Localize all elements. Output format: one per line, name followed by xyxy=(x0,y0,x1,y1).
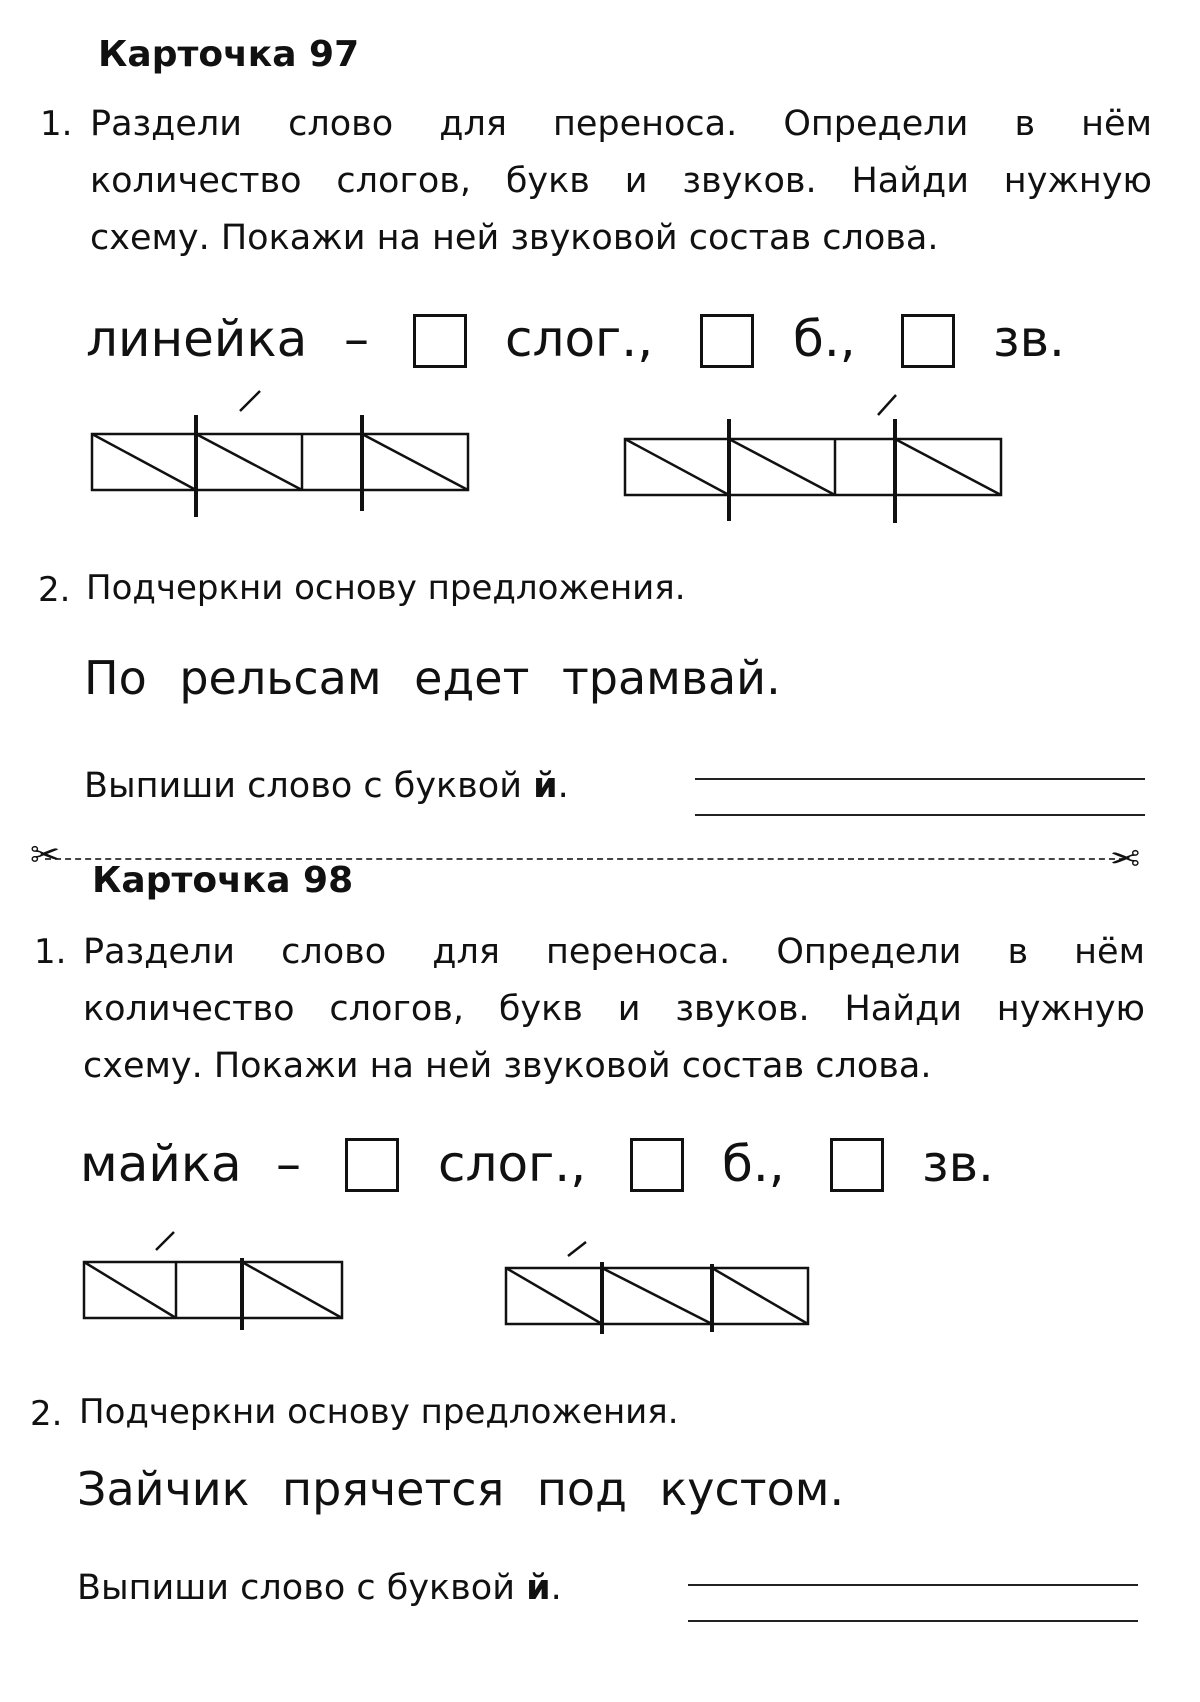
scissors-icon: ✂ xyxy=(1110,839,1141,880)
card-97-sentence[interactable]: По рельсам едет трамвай. xyxy=(84,651,781,705)
card-98-syllables-box[interactable] xyxy=(345,1138,399,1192)
card-97-sounds-box[interactable] xyxy=(901,314,955,368)
card-98-sounds-box[interactable] xyxy=(830,1138,884,1192)
card-97-letters-box[interactable] xyxy=(700,314,754,368)
card-97-write-letter: й xyxy=(533,766,558,806)
card-97-title: Карточка 97 xyxy=(98,34,360,75)
card-97-task1-line-1: Раздели слово для переноса. Определи в нём xyxy=(90,104,1152,144)
card-98-write-prefix: Выпиши слово с буквой xyxy=(77,1568,515,1608)
card-98-write-suffix: . xyxy=(550,1568,562,1608)
card-97-answer-line-2[interactable] xyxy=(695,814,1145,816)
card-97-syllables-label: слог., xyxy=(505,310,654,368)
card-97-syllables-box[interactable] xyxy=(413,314,467,368)
card-97-sounds-label: зв. xyxy=(993,310,1065,368)
card-97-write-instruction xyxy=(84,766,569,806)
card-98-write-instruction xyxy=(77,1568,562,1608)
card-97-word: линейка xyxy=(86,310,308,368)
card-98-letters-label: б., xyxy=(722,1135,785,1193)
card-98-sounds-label: зв. xyxy=(922,1135,994,1193)
card-98-letters-box[interactable] xyxy=(630,1138,684,1192)
card-97-scheme-b[interactable] xyxy=(623,385,1003,525)
card-97-task2-number: 2. xyxy=(38,570,71,610)
card-97-task1-number: 1. xyxy=(40,104,73,144)
card-97-letters-label: б., xyxy=(793,310,856,368)
card-98-sentence[interactable]: Зайчик прячется под кустом. xyxy=(77,1462,845,1516)
card-98-task1-number: 1. xyxy=(34,932,67,972)
card-97-write-suffix: . xyxy=(557,766,569,806)
card-98-answer-line-1[interactable] xyxy=(688,1584,1138,1586)
card-97-task1-line-3: схему. Покажи на ней звуковой состав слова. xyxy=(90,218,939,258)
card-98-task1-line-2: количество слогов, букв и звуков. Найди нужную xyxy=(83,989,1145,1029)
card-97-write-prefix: Выпиши слово с буквой xyxy=(84,766,522,806)
card-98-word: майка xyxy=(80,1135,242,1193)
card-97-answer-line-1[interactable] xyxy=(695,778,1145,780)
card-98-task1-line-1: Раздели слово для переноса. Определи в нём xyxy=(83,932,1145,972)
card-98-task2-text: Подчеркни основу предложения. xyxy=(79,1392,679,1432)
card-98-syllables-label: слог., xyxy=(438,1135,587,1193)
card-97-task1-text xyxy=(90,96,1152,267)
card-98-title: Карточка 98 xyxy=(92,860,354,901)
card-98-scheme-b[interactable] xyxy=(504,1228,814,1338)
card-98-scheme-a[interactable] xyxy=(82,1228,352,1338)
card-98-dash: – xyxy=(276,1135,301,1193)
card-98-task1-text xyxy=(83,924,1145,1095)
card-98-write-letter: й xyxy=(526,1568,551,1608)
card-98-task1-line-3: схему. Покажи на ней звуковой состав слова. xyxy=(83,1046,932,1086)
card-98-task2-number: 2. xyxy=(30,1394,63,1434)
card-97-scheme-a[interactable] xyxy=(90,385,470,525)
card-97-dash: – xyxy=(344,310,369,368)
scissors-icon: ✂ xyxy=(30,835,61,876)
card-97-task1-line-2: количество слогов, букв и звуков. Найди нужную xyxy=(90,161,1152,201)
card-98-answer-line-2[interactable] xyxy=(688,1620,1138,1622)
card-97-task2-text: Подчеркни основу предложения. xyxy=(86,568,686,608)
